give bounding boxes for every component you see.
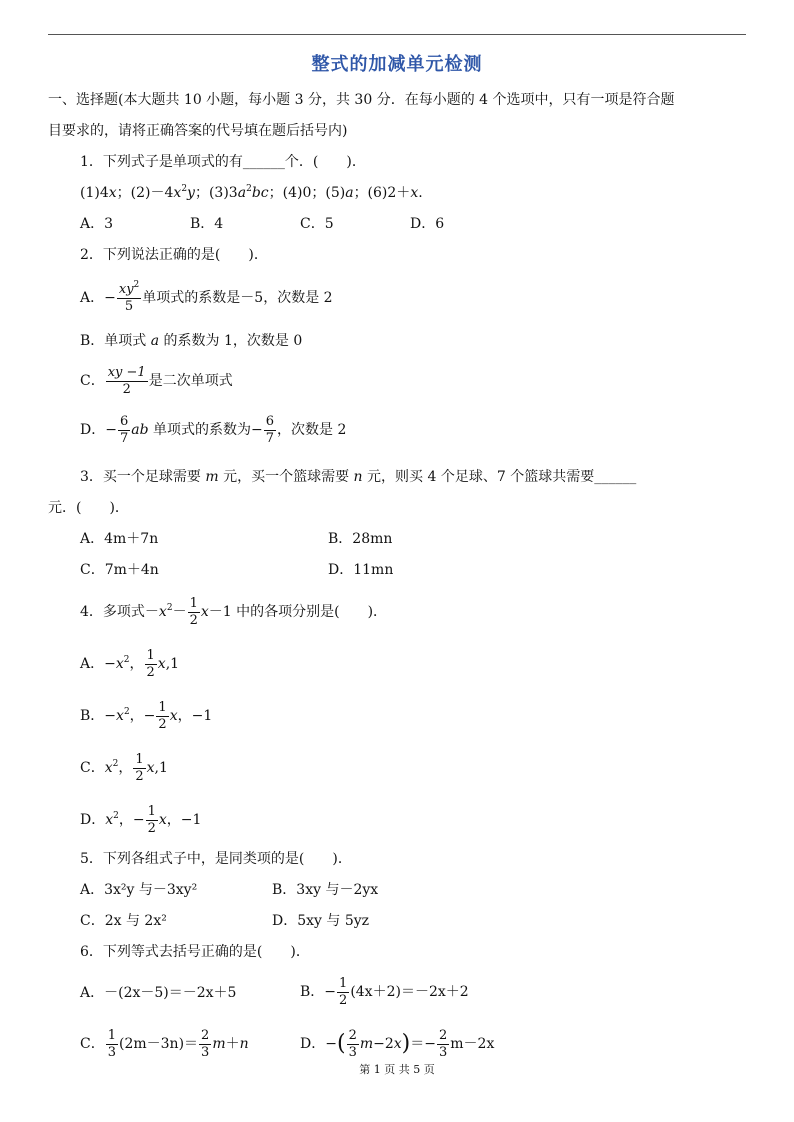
q6-option-a: A．－(2x－5)＝－2x＋5 [80, 985, 237, 1001]
q1-items: (1)4x；$(2)-4x^2y$；$(3)3a^2bc$；(4)0；(5)a；(6)2＋x. [80, 184, 423, 201]
q1-stem: 1．下列式子是单项式的有______个．( )． [80, 154, 366, 170]
q6-option-b: B．− $\frac{1}{2}$ (4x＋2)＝－2x＋2 [300, 976, 469, 1008]
q2-option-b: B．单项式 a 的系数为 1，次数是 0 [80, 333, 303, 349]
q5-option-c: C．2x 与 2x² [80, 913, 167, 929]
q4-option-c: C．$x^2$， $\frac{1}{2}$ x,1 [80, 752, 168, 784]
q5-option-b: B．3xy 与－2yx [272, 882, 379, 898]
q3-stem: 3．买一个足球需要 m 元，买一个篮球需要 n 元，则买 4 个足球、7 个篮球共需要______ [80, 469, 637, 485]
top-rule [48, 34, 746, 35]
q3-option-a: A．4m＋7n [80, 531, 159, 547]
section-instructions-line1: 一、选择题(本大题共 10 小题，每小题 3 分，共 30 分．在每小题的 4 个选项中，只有一项是符合题 [48, 92, 675, 108]
q2-option-a: A．− $\frac{xy^2}{5}$ 单项式的系数是－5，次数是 2 [80, 280, 333, 314]
page-footer: 第 1 页 共 5 页 [359, 1063, 435, 1076]
page-title: 整式的加减单元检测 [311, 54, 483, 75]
q4-option-b: B．$-x^2$，− $\frac{1}{2}$ x，−1 [80, 700, 213, 732]
q2-option-c: C． $\frac{xy -1}{2}$ 是二次单项式 [80, 365, 233, 397]
q5-option-d: D．5xy 与 5yz [272, 913, 370, 929]
q5-option-a: A．3x²y 与－3xy² [80, 882, 198, 898]
q4-option-a: A．$-x^2$， $\frac{1}{2}$ x,1 [80, 648, 180, 680]
section-instructions-line2: 目要求的，请将正确答案的代号填在题后括号内) [48, 123, 348, 139]
q6-option-d: D．−( $\frac{2}{3}$ m−2x)＝− $\frac{2}{3}$ m－2x [300, 1028, 495, 1060]
q6-option-c: C． $\frac{1}{3}$ (2m－3n)＝ $\frac{2}{3}$ m＋n [80, 1028, 249, 1060]
q3-option-d: D．11mn [328, 562, 394, 578]
q1-option-d: D．6 [410, 216, 445, 232]
q4-stem: 4．多项式$-x^2-$ $\frac{1}{2}$ x－1 中的各项分别是( )． [80, 596, 388, 628]
q3-option-c: C．7m＋4n [80, 562, 159, 578]
q2-option-d: D．− $\frac{6}{7}$ ab 单项式的系数为− $\frac{6}{7}$ ，次数是 2 [80, 414, 347, 446]
q1-option-b: B．4 [190, 216, 224, 232]
q2-stem: 2．下列说法正确的是( )． [80, 247, 268, 263]
q3-stem-continued: 元．( )． [48, 500, 129, 516]
q1-option-a: A．3 [80, 216, 114, 232]
q6-stem: 6．下列等式去括号正确的是( )． [80, 944, 310, 960]
q3-option-b: B．28mn [328, 531, 393, 547]
q1-option-c: C．5 [300, 216, 334, 232]
q5-stem: 5．下列各组式子中，是同类项的是( )． [80, 851, 352, 867]
q4-option-d: D．$x^2$，− $\frac{1}{2}$ x，−1 [80, 804, 202, 836]
